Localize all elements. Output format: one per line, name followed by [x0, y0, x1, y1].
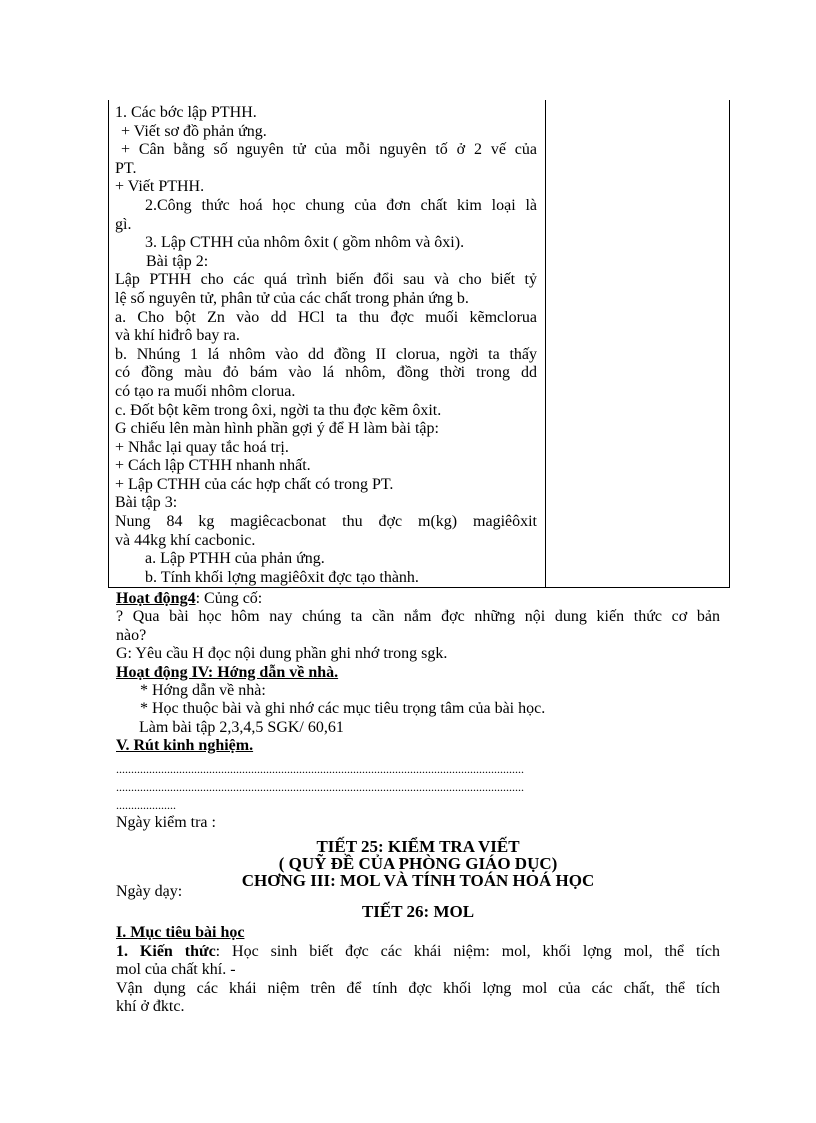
- table-line: lệ số nguyên tử, phân tử của các chất trong phản ứng b.: [115, 289, 469, 307]
- table-line: + Lập CTHH của các hợp chất có trong PT.: [115, 475, 394, 493]
- dotted-line: ........................................................................................................................................: [116, 761, 524, 776]
- table-line: + Viết PTHH.: [115, 178, 205, 196]
- knowledge-line: [116, 943, 720, 961]
- table-left-cell: [115, 104, 537, 587]
- table-column-divider: [545, 100, 546, 587]
- table-line: Lập PTHH cho các quá trình biến đổi sau và cho biết tỷ: [115, 271, 537, 289]
- lesson-25-title: TIẾT 25: KIỂM TRA VIẾT: [316, 837, 520, 857]
- knowledge-text: : Học sinh biết đợc các khái niệm: mol, khối lợng mol, thể tích: [215, 942, 720, 960]
- homework-exercise: Làm bài tập 2,3,4,5 SGK/ 60,61: [139, 718, 344, 736]
- table-line: Nung 84 kg magiêcacbonat thu đợc m(kg) magiêôxit: [115, 513, 537, 531]
- lesson-26-title: TIẾT 26: MOL: [361, 902, 475, 922]
- table-line: PT.: [115, 159, 137, 177]
- dotted-line: ........................................................................................................................................: [116, 779, 524, 794]
- document-body: [116, 590, 720, 1017]
- table-line: b. Nhúng 1 lá nhôm vào dd đồng II clorua, ngời ta thấy: [115, 345, 537, 363]
- activity-5-heading: Hoạt động IV: Hớng dẫn về nhà.: [116, 663, 339, 681]
- table-line: có đồng màu đỏ bám vào lá nhôm, đồng thời trong dd: [115, 364, 537, 382]
- test-date: Ngày kiểm tra :: [116, 813, 216, 831]
- table-line: 2.Công thức hoá học chung của đơn chất kim loại là: [145, 196, 537, 214]
- lesson-table: [108, 100, 730, 588]
- table-line: 3. Lập CTHH của nhôm ôxit ( gồm nhôm và ôxi).: [145, 234, 465, 252]
- teaching-date: Ngày dạy:: [116, 883, 183, 901]
- exam-source: ( QUỸ ĐỀ CỦA PHÒNG GIÁO DỤC): [278, 854, 558, 874]
- table-line: 1. Các bớc lập PTHH.: [115, 104, 257, 121]
- objectives-heading: I. Mục tiêu bài học: [116, 924, 245, 942]
- dotted-line: ....................: [116, 797, 176, 812]
- table-line: + Cân bằng số nguyên tử của mỗi nguyên tố ở 2 vế của: [121, 141, 537, 159]
- table-line: c. Đốt bột kẽm trong ôxi, ngời ta thu đợc kẽm ôxit.: [115, 401, 442, 419]
- table-line: Bài tập 2:: [146, 252, 209, 270]
- experience-heading: V. Rút kinh nghiệm.: [116, 737, 254, 755]
- teacher-instruction: G: Yêu cầu H đọc nội dung phần ghi nhớ trong sgk.: [116, 645, 448, 663]
- table-line: và khí hiđrô bay ra.: [115, 327, 240, 345]
- knowledge-line-end: mol của chất khí. -: [116, 961, 236, 979]
- homework-item: * Học thuộc bài và ghi nhớ các mục tiêu trọng tâm của bài học.: [140, 700, 546, 718]
- table-line: Bài tập 3:: [115, 494, 178, 512]
- application-line-end: khí ở đktc.: [116, 998, 185, 1016]
- knowledge-label: 1. Kiến thức: [116, 942, 216, 960]
- question-line-end: nào?: [116, 626, 147, 644]
- question-line: ? Qua bài học hôm nay chúng ta cần nắm đợc những nội dung kiến thức cơ bản: [116, 608, 720, 626]
- table-line: a. Cho bột Zn vào dd HCl ta thu đợc muối kẽmclorua: [115, 308, 537, 326]
- table-line: a. Lập PTHH của phản ứng.: [145, 550, 325, 568]
- table-line: gì.: [115, 215, 132, 233]
- activity-4-heading: [116, 590, 720, 608]
- activity-4-label: Hoạt động4: [116, 590, 196, 607]
- homework-guide: * Hớng dẫn về nhà:: [140, 682, 266, 700]
- table-line: G chiếu lên màn hình phần gợi ý để H làm bài tập:: [115, 420, 439, 438]
- activity-4-title: : Củng cố:: [195, 590, 263, 607]
- table-line: có tạo ra muối nhôm clorua.: [115, 382, 296, 400]
- chapter-title: CHƠNG III: MOL VÀ TÍNH TOÁN HOÁ HỌC: [241, 871, 595, 891]
- table-line: và 44kg khí cacbonic.: [115, 531, 256, 549]
- table-line: + Viết sơ đồ phản ứng.: [121, 122, 267, 140]
- table-line: b. Tính khối lợng magiêôxit đợc tạo thành.: [145, 568, 419, 586]
- application-line: Vận dụng các khái niệm trên để tính đợc khối lợng mol của các chất, thể tích: [116, 979, 720, 997]
- table-line: + Cách lập CTHH nhanh nhất.: [115, 457, 311, 475]
- table-line: + Nhắc lại quay tắc hoá trị.: [115, 438, 289, 456]
